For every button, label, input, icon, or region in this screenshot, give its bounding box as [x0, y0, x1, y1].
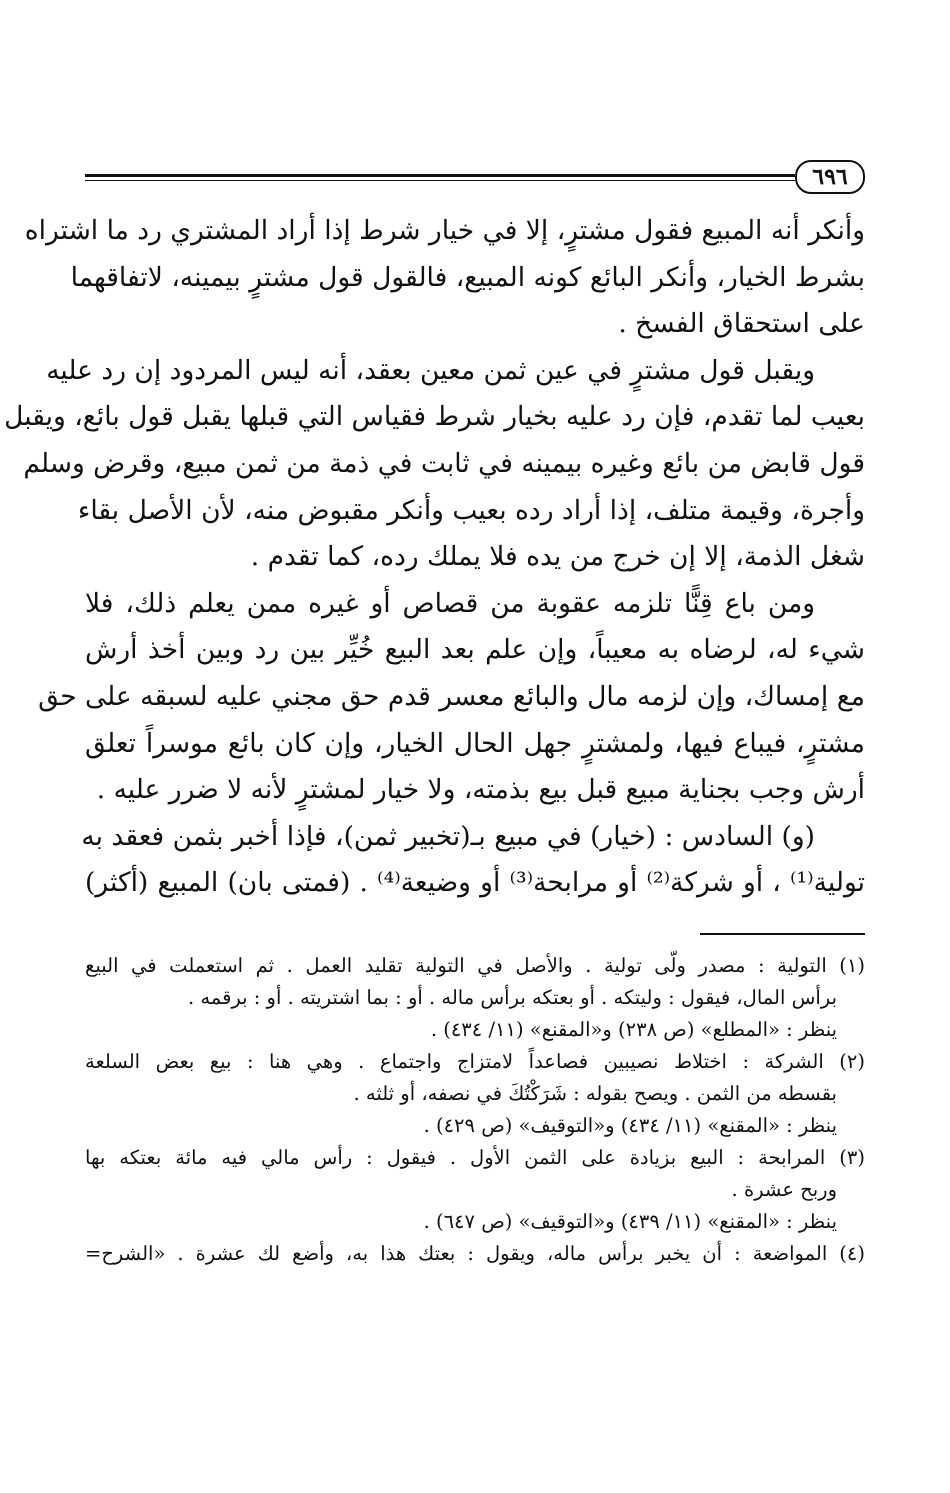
footnote-line: برأس المال، فيقول : وليتكه . أو بعتكه برأس ماله . أو : بما اشتريته . أو : برقمه .	[187, 986, 837, 1009]
text-line: أرش وجب بجناية مبيع قبل بيع بذمته، ولا خيار لمشترٍ لأنه لا ضرر عليه .	[96, 774, 865, 806]
text-line: تولية⁽¹⁾ ، أو شركة⁽²⁾ أو مرابحة⁽³⁾ أو وضيعة⁽⁴⁾ . (فمتى بان) المبيع (أكثر)	[85, 867, 866, 899]
footnote-line: (١) التولية : مصدر ولّى تولية . والأصل في التولية تقليد العمل . ثم استعملت في البيع	[85, 954, 865, 977]
footnote-line: بقسطه من الثمن . ويصح بقوله : شَرَكْتُكَ في نصفه، أو ثلثه .	[353, 1082, 837, 1105]
paragraph-1	[24, 208, 865, 348]
text-line: وأنكر أنه المبيع فقول مشترٍ، إلا في خيار شرط إذا أراد المشتري رد ما اشتراه	[24, 215, 865, 246]
footnote-line: (٢) الشركة : اختلاط نصيبين فصاعداً لامتزاج واجتماع . وهي هنا : بيع بعض السلعة	[85, 1050, 865, 1073]
text-line: شغل الذمة، إلا إن خرج من يده فلا يملك رده، كما تقدم .	[250, 541, 865, 573]
footnote-line: وربح عشرة .	[731, 1178, 837, 1201]
text-line: شيء له، لرضاه به معيباً، وإن علم بعد البيع خُيِّر بين رد وبين أخذ أرش	[85, 634, 865, 666]
text-line: قول قابض من بائع وغيره بيمينه في ثابت في ذمة من ثمن مبيع، وقرض وسلم	[23, 447, 865, 479]
text-line: مع إمساك، وإن لزمه مال والبائع معسر قدم حق مجني عليه لسبقه على حق	[38, 680, 865, 712]
text-line: بعيب لما تقدم، فإن رد عليه بخيار شرط فقياس التي قبلها يقبل قول بائع، ويقبل	[4, 401, 865, 433]
text-line: (و) السادس : (خيار) في مبيع بـ(تخبير ثمن)، فإذا أخبر بثمن فعقد به	[81, 820, 815, 852]
page-header	[85, 164, 865, 190]
footnote-line: (٤) المواضعة : أن يخبر برأس ماله، ويقول : بعتك هذا به، وأضع لك عشرة . «الشرح=	[85, 1242, 865, 1265]
footnote-line: ينظر : «المقنع» (١١/ ٤٣٤) و«التوقيف» (ص ٤٢٩) .	[423, 1114, 837, 1137]
footnote-line: (٣) المرابحة : البيع بزيادة على الثمن الأول . فيقول : رأس مالي فيه مائة بعتكه بها	[85, 1146, 865, 1169]
text-line: وأجرة، وقيمة متلف، إذا أراد رده بعيب وأنكر مقبوض منه، لأن الأصل بقاء	[77, 494, 865, 526]
header-rule-thick	[85, 174, 795, 177]
main-text	[4, 208, 866, 907]
text-line: مشترٍ، فيباع فيها، ولمشترٍ جهل الحال الخيار، وإن كان بائع موسراً تعلق	[85, 727, 865, 759]
paragraph-4	[81, 814, 866, 907]
page-number: ٦٩٦	[795, 160, 865, 194]
footnote-line: ينظر : «المطلع» (ص ٢٣٨) و«المقنع» (١١/ ٤٣٤) .	[430, 1018, 837, 1041]
text-line: بشرط الخيار، وأنكر البائع كونه المبيع، فالقول قول مشترٍ بيمينه، لاتفاقهما	[70, 261, 865, 293]
footnote-line: ينظر : «المقنع» (١١/ ٤٣٩) و«التوقيف» (ص ٦٤٧) .	[423, 1210, 837, 1233]
text-line: ومن باع قِنًّا تلزمه عقوبة من قصاص أو غيره ممن يعلم ذلك، فلا	[85, 587, 815, 619]
header-rule-thin	[85, 180, 795, 181]
text-line: على استحقاق الفسخ .	[618, 308, 865, 340]
paragraph-3	[38, 581, 865, 814]
text-line: ويقبل قول مشترٍ في عين ثمن معين بعقد، أنه ليس المردود إن رد عليه	[46, 354, 815, 386]
footnotes	[85, 950, 865, 1270]
paragraph-2	[4, 348, 865, 581]
footnote-separator	[700, 933, 865, 935]
